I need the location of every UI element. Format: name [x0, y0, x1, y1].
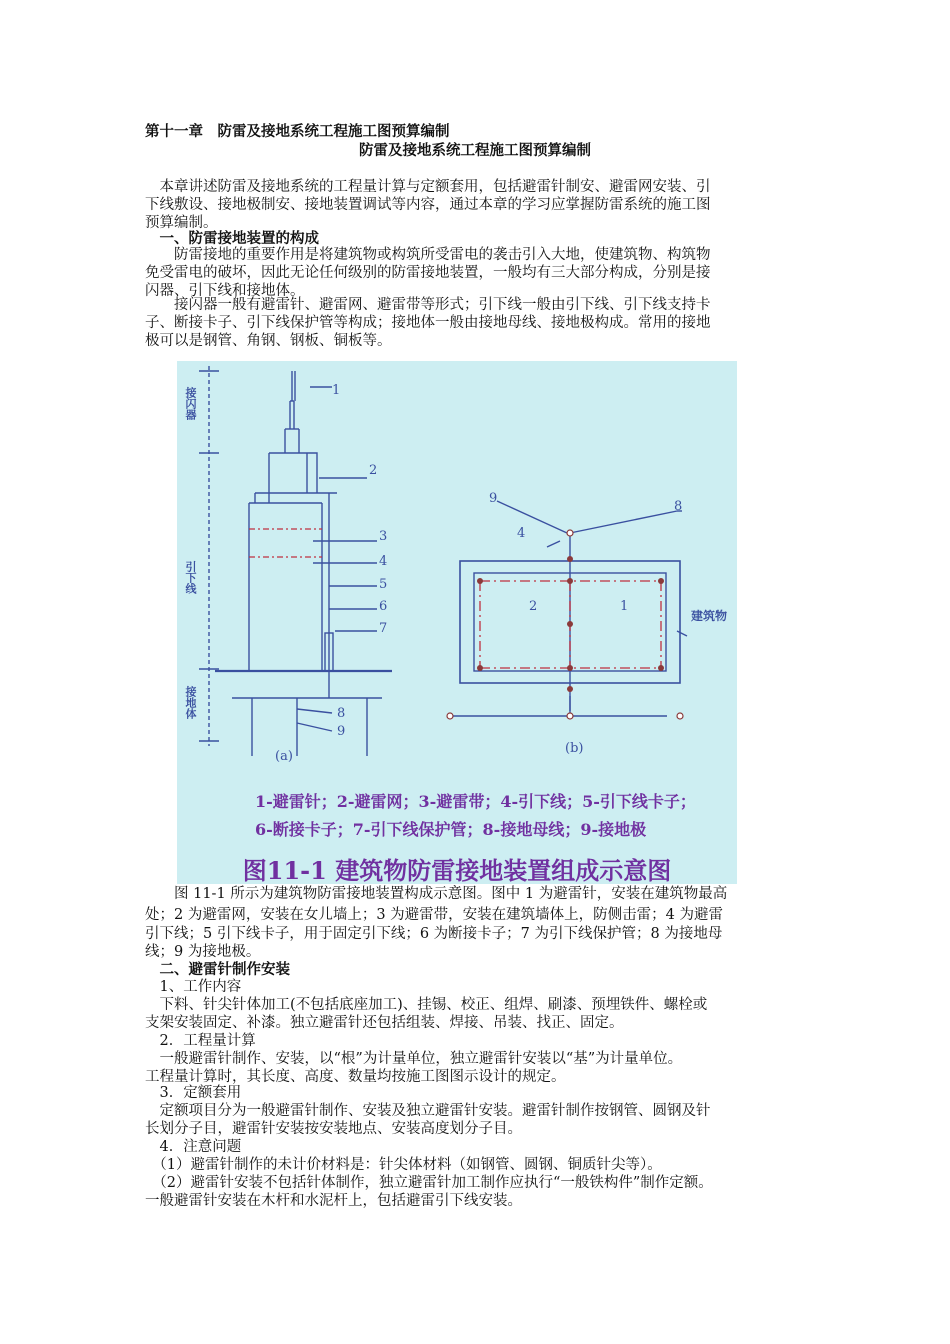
- lightning-protection-figure: [177, 361, 737, 884]
- chapter-title: 第十一章 防雷及接地系统工程施工图预算编制: [145, 123, 450, 140]
- subfigure-label: (b): [565, 741, 584, 756]
- paragraph-line: 极可以是钢管、角钢、钢板、铜板等。: [145, 333, 392, 349]
- paragraph-line: 2．工程量计算: [145, 1033, 256, 1049]
- dim-label-down-conductor: 引下线: [184, 561, 197, 594]
- paragraph-line: 防雷接地的重要作用是将建筑物或构筑所受雷电的袭击引入大地，使建筑物、构筑物: [145, 247, 711, 263]
- callout-number: 2: [369, 463, 378, 478]
- building-label: 建筑物: [691, 609, 728, 623]
- paragraph-line: 工程量计算时，其长度、高度、数量均按施工图图示设计的规定。: [145, 1069, 566, 1085]
- paragraph-line: 下料、针尖针体加工(不包括底座加工)、挂锡、校正、组焊、刷漆、预埋铁件、螺栓或: [145, 997, 708, 1013]
- section-heading: 一、防雷接地装置的构成: [145, 230, 319, 247]
- paragraph-line: 4．注意问题: [145, 1139, 242, 1155]
- paragraph-line: 闪器、引下线和接地体。: [145, 283, 305, 299]
- intro-line: 下线敷设、接地极制安、接地装置调试等内容，通过本章的学习应掌握防雷系统的施工图: [145, 197, 711, 213]
- callout-number: 9: [489, 491, 498, 506]
- paragraph-line: （1）避雷针制作的未计价材料是：针尖体材料（如钢管、圆钢、铜质针尖等）。: [145, 1157, 662, 1173]
- callout-number: 1: [620, 599, 629, 614]
- callout-number: 7: [379, 621, 388, 636]
- figure-legend: 1-避雷针；2-避雷网；3-避雷带；4-引下线；5-引下线卡子；: [255, 792, 696, 811]
- callout-number: 6: [379, 599, 388, 614]
- callout-number: 8: [674, 499, 683, 514]
- paragraph-line: 引下线；5 引下线卡子，用于固定引下线；6 为断接卡子；7 为引下线保护管；8 为接地母: [145, 926, 723, 942]
- figure-caption: 图11-1 建筑物防雷接地装置组成示意图: [242, 856, 672, 885]
- dim-label-air-terminal: 接闪器: [184, 387, 197, 420]
- figure-legend: 6-断接卡子；7-引下线保护管；8-接地母线；9-接地极: [255, 820, 647, 839]
- paragraph-line: 定额项目分为一般避雷针制作、安装及独立避雷针安装。避雷针制作按钢管、圆钢及针: [145, 1103, 711, 1119]
- document-subtitle: 防雷及接地系统工程施工图预算编制: [359, 142, 591, 159]
- callout-number: 4: [379, 554, 388, 569]
- paragraph-line: 处；2 为避雷网，安装在女儿墙上；3 为避雷带，安装在建筑墙体上，防侧击雷；4 为避雷: [145, 907, 723, 923]
- paragraph-line: 3．定额套用: [145, 1085, 242, 1101]
- paragraph-line: 免受雷电的破坏，因此无论任何级别的防雷接地装置，一般均有三大部分构成，分别是接: [145, 265, 711, 281]
- callout-number: 1: [332, 383, 341, 398]
- paragraph-line: 一般避雷针制作、安装，以“根”为计量单位，独立避雷针安装以“基”为计量单位。: [145, 1051, 683, 1067]
- callout-number: 9: [337, 724, 346, 739]
- paragraph-line: 1、工作内容: [145, 979, 242, 995]
- paragraph-line: 接闪器一般有避雷针、避雷网、避雷带等形式；引下线一般由引下线、引下线支持卡: [145, 297, 711, 313]
- callout-number: 4: [517, 526, 526, 541]
- paragraph-line: 长划分子目，避雷针安装按安装地点、安装高度划分子目。: [145, 1121, 522, 1137]
- callout-number: 2: [529, 599, 538, 614]
- callout-number: 8: [337, 706, 346, 721]
- callout-number: 5: [379, 577, 388, 592]
- paragraph-line: 图 11-1 所示为建筑物防雷接地装置构成示意图。图中 1 为避雷针，安装在建筑物最高: [145, 886, 728, 902]
- paragraph-line: （2）避雷针安装不包括针体制作，独立避雷针加工制作应执行“一般铁构件”制作定额。: [145, 1175, 713, 1191]
- subfigure-label: (a): [275, 749, 293, 764]
- paragraph-line: 线；9 为接地极。: [145, 944, 261, 960]
- intro-line: 本章讲述防雷及接地系统的工程量计算与定额套用，包括避雷针制安、避雷网安装、引: [145, 179, 711, 195]
- callout-number: 3: [379, 529, 388, 544]
- paragraph-line: 子、断接卡子、引下线保护管等构成；接地体一般由接地母线、接地极构成。常用的接地: [145, 315, 711, 331]
- dim-label-grounding: 接地体: [184, 686, 197, 719]
- section-heading: 二、避雷针制作安装: [145, 961, 290, 978]
- paragraph-line: 一般避雷针安装在木杆和水泥杆上，包括避雷引下线安装。: [145, 1193, 522, 1209]
- paragraph-line: 支架安装固定、补漆。独立避雷针还包括组装、焊接、吊装、找正、固定。: [145, 1015, 624, 1031]
- intro-line: 预算编制。: [145, 215, 218, 231]
